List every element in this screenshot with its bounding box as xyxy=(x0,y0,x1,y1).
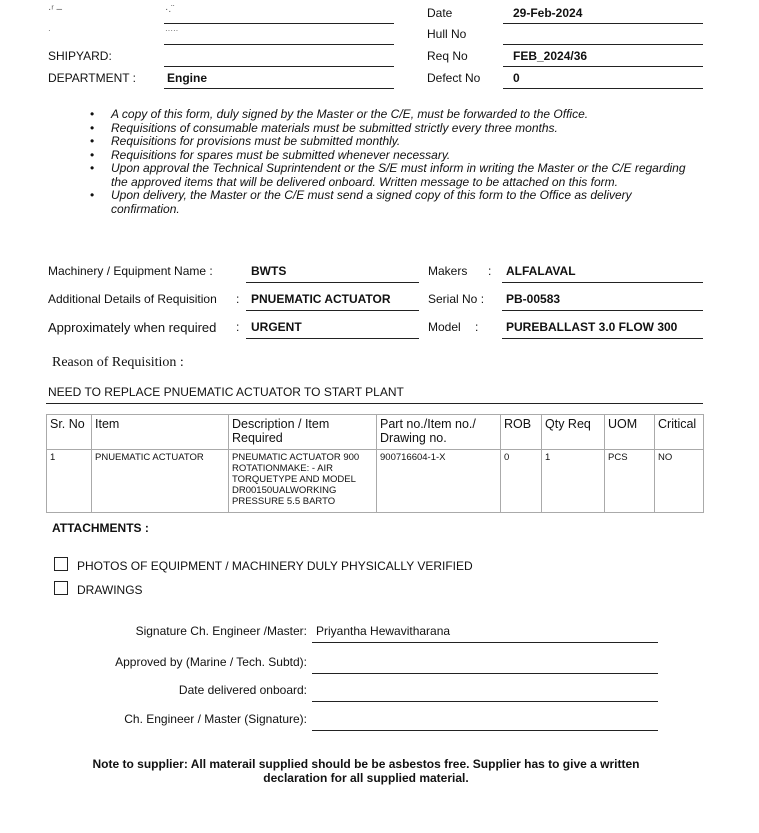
master-signature-label: Ch. Engineer / Master (Signature): xyxy=(124,712,307,726)
cell-sr-no: 1 xyxy=(47,450,92,513)
serial-label: Serial No : xyxy=(428,292,485,306)
req-label: Req No xyxy=(427,49,468,63)
row2-left-value: ····· xyxy=(165,26,179,35)
hull-label: Hull No xyxy=(427,27,467,41)
photos-label: PHOTOS OF EQUIPMENT / MACHINERY DULY PHYSICALLY VERIFIED xyxy=(77,559,473,573)
instruction-item: • Requisitions for provisions must be submitted monthly. xyxy=(86,135,686,149)
top-left-label: ·ʳ – xyxy=(48,4,63,15)
model-value: PUREBALLAST 3.0 FLOW 300 xyxy=(506,320,678,334)
date-label: Date xyxy=(427,6,453,20)
drawings-label: DRAWINGS xyxy=(77,583,143,597)
instructions-list xyxy=(86,108,686,216)
details-value: PNUEMATIC ACTUATOR xyxy=(251,292,391,306)
details-colon: : xyxy=(236,292,240,306)
req-value: FEB_2024/36 xyxy=(513,49,588,63)
model-label: Model xyxy=(428,320,461,334)
department-value: Engine xyxy=(167,71,208,85)
defect-value: 0 xyxy=(513,71,520,85)
date-value: 29-Feb-2024 xyxy=(513,6,583,20)
defect-label: Defect No xyxy=(427,71,481,85)
col-header-sr-no: Sr. No xyxy=(47,415,92,450)
cell-qty-req: 1 xyxy=(542,450,605,513)
cell-part-no: 900716604-1-X xyxy=(377,450,501,513)
machinery-label: Machinery / Equipment Name : xyxy=(48,264,213,278)
cell-description: PNEUMATIC ACTUATOR 900 ROTATIONMAKE: - AIR TORQUETYPE AND MODEL DR00150UALWORKING PRESSURE 5.5 BARTO xyxy=(229,450,377,513)
details-label: Additional Details of Requisition xyxy=(48,292,217,306)
signature-engineer-value[interactable]: Priyantha Hewavitharana xyxy=(316,624,451,638)
instruction-item: • Requisitions of consumable materials must be submitted strictly every three months. xyxy=(86,122,686,136)
col-header-item: Item xyxy=(92,415,229,450)
cell-uom: PCS xyxy=(605,450,655,513)
items-table xyxy=(46,414,704,513)
department-label: DEPARTMENT : xyxy=(48,71,137,85)
makers-label: Makers xyxy=(428,264,468,278)
instruction-item: • Requisitions for spares must be submitted whenever necessary. xyxy=(86,149,686,163)
date-delivered-label: Date delivered onboard: xyxy=(178,683,307,697)
table-row xyxy=(47,450,704,513)
cell-rob: 0 xyxy=(501,450,542,513)
makers-value: ALFALAVAL xyxy=(506,264,576,278)
approved-by-label: Approved by (Marine / Tech. Subtd): xyxy=(115,655,307,669)
when-label: Approximately when required xyxy=(48,320,217,335)
makers-colon: : xyxy=(488,264,492,278)
table-header-row xyxy=(47,415,704,450)
col-header-description: Description / Item Required xyxy=(229,415,377,450)
col-header-uom: UOM xyxy=(605,415,655,450)
shipyard-label: SHIPYARD: xyxy=(48,49,112,63)
machinery-value: BWTS xyxy=(251,264,287,278)
reason-title: Reason of Requisition : xyxy=(52,355,184,370)
drawings-checkbox[interactable] xyxy=(54,581,68,595)
cell-critical: NO xyxy=(655,450,704,513)
serial-value: PB-00583 xyxy=(506,292,561,306)
model-colon: : xyxy=(475,320,479,334)
attachments-title: ATTACHMENTS : xyxy=(52,521,149,535)
photos-checkbox[interactable] xyxy=(54,557,68,571)
signature-engineer-label: Signature Ch. Engineer /Master: xyxy=(135,624,307,638)
supplier-note-line1: Note to supplier: All materail supplied should be be asbestos free. Supplier has to give a written xyxy=(92,757,640,771)
cell-item: PNUEMATIC ACTUATOR xyxy=(92,450,229,513)
when-colon: : xyxy=(236,320,240,334)
col-header-part-no: Part no./Item no./ Drawing no. xyxy=(377,415,501,450)
reason-text: NEED TO REPLACE PNUEMATIC ACTUATOR TO START PLANT xyxy=(48,385,404,399)
instruction-item: • A copy of this form, duly signed by the Master or the C/E, must be forwarded to the Office. xyxy=(86,108,686,122)
col-header-critical: Critical xyxy=(655,415,704,450)
col-header-rob: ROB xyxy=(501,415,542,450)
instruction-item: • Upon approval the Technical Suprintendent or the S/E must inform in writing the Master or the C/E regarding the approved items that will be delivered onboard. Written message to be attached on this form. xyxy=(86,162,686,189)
when-value: URGENT xyxy=(251,320,302,334)
supplier-note-line2: declaration for all supplied material. xyxy=(263,771,469,785)
col-header-qty-req: Qty Req xyxy=(542,415,605,450)
row2-left-label: · xyxy=(48,26,51,35)
instruction-item: • Upon delivery, the Master or the C/E must send a signed copy of this form to the Office as delivery confirmation. xyxy=(86,189,686,216)
top-left-value: ·.¨ xyxy=(165,4,175,15)
